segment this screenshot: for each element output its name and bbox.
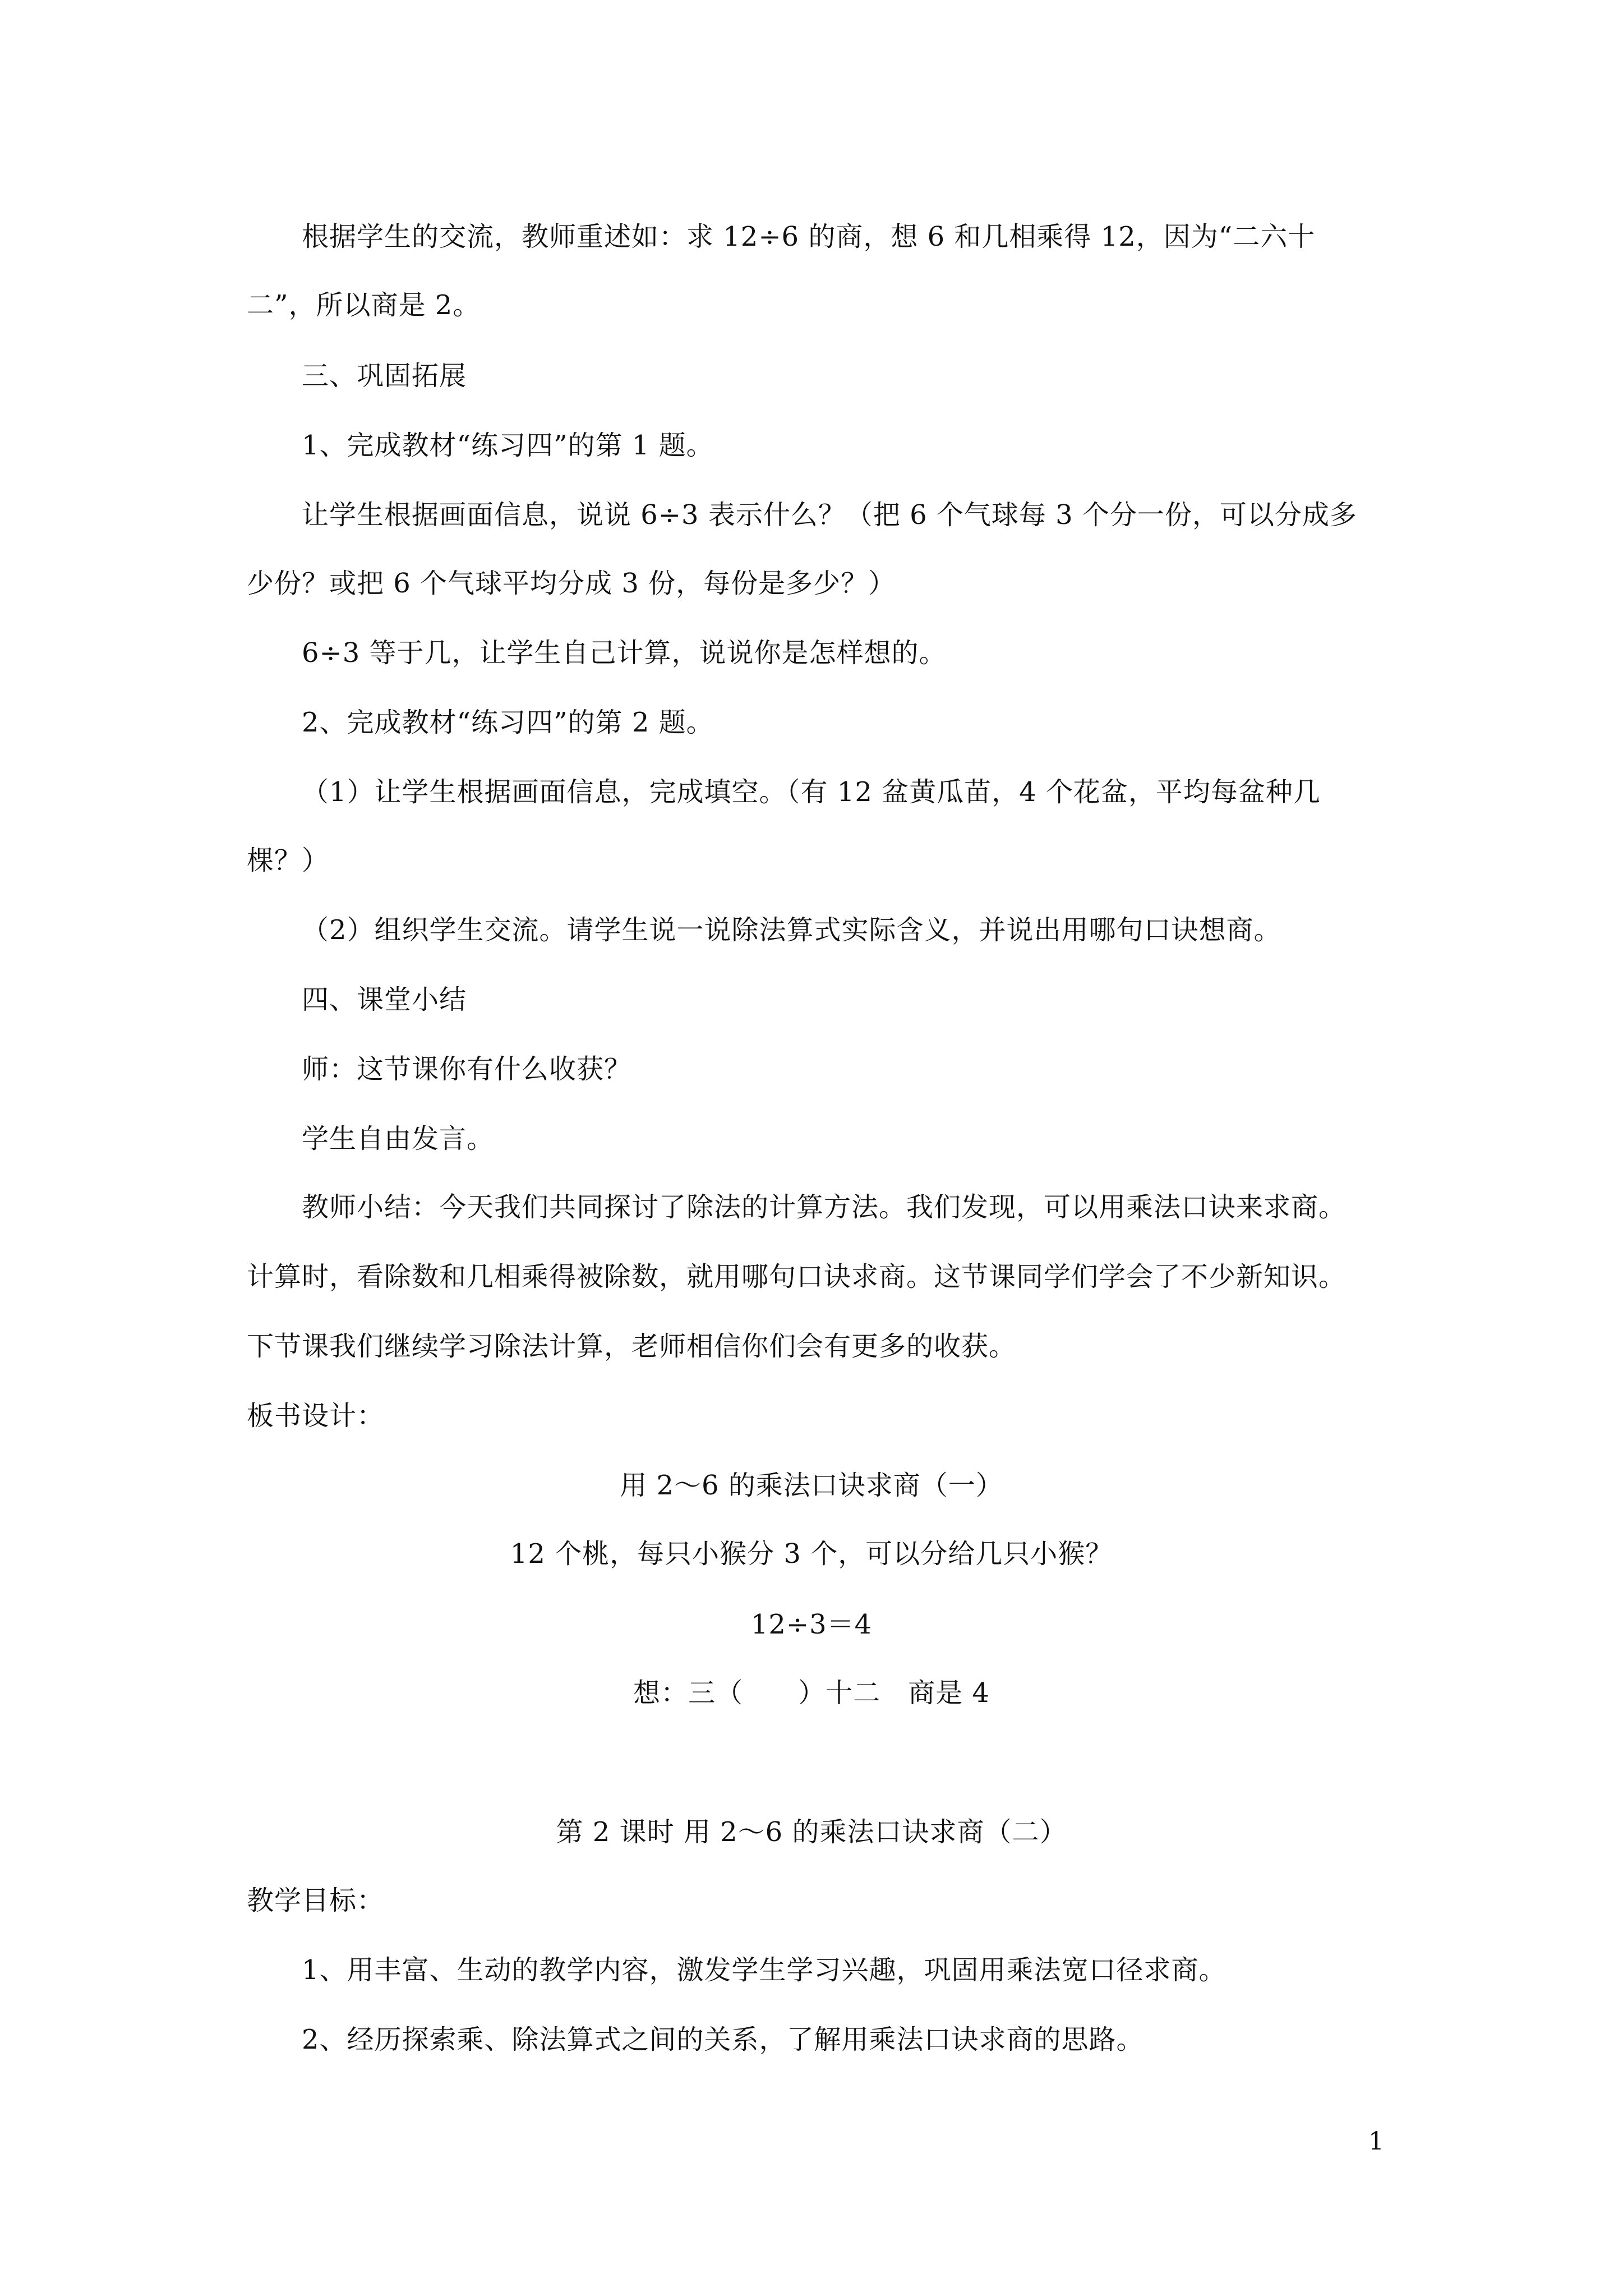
teaching-goal-item: 2、经历探索乘、除法算式之间的关系，了解用乘法口诀求商的思路。 — [302, 2024, 1144, 2055]
board-thinking: 想：三（ ）十二 商是 4 — [633, 1677, 990, 1709]
teaching-goals-heading: 教学目标： — [247, 1885, 385, 1916]
paragraph-line: （2）组织学生交流。请学生说一说除法算式实际含义，并说出用哪句口诀想商。 — [302, 914, 1281, 946]
paragraph-line: 棵？） — [247, 845, 330, 876]
paragraph-line: 学生自由发言。 — [302, 1123, 495, 1154]
board-equation: 12÷3＝4 — [750, 1609, 873, 1640]
paragraph-line: 6÷3 等于几，让学生自己计算，说说你是怎样想的。 — [302, 637, 947, 669]
paragraph-line: 根据学生的交流，教师重述如：求 12÷6 的商，想 6 和几相乘得 12，因为“二六十 — [302, 221, 1316, 252]
board-design-label: 板书设计： — [247, 1400, 385, 1432]
paragraph-line: 1、完成教材“练习四”的第 1 题。 — [302, 430, 714, 461]
lesson-title: 第 2 课时 用 2～6 的乘法口诀求商（二） — [556, 1816, 1067, 1848]
board-title: 用 2～6 的乘法口诀求商（一） — [620, 1470, 1003, 1501]
paragraph-line: 计算时，看除数和几相乘得被除数，就用哪句口诀求商。这节课同学们学会了不少新知识。 — [247, 1261, 1347, 1292]
section-heading: 三、巩固拓展 — [302, 360, 467, 392]
paragraph-line: 教师小结：今天我们共同探讨了除法的计算方法。我们发现，可以用乘法口诀来求商。 — [302, 1191, 1347, 1223]
paragraph-line: 下节课我们继续学习除法计算，老师相信你们会有更多的收获。 — [247, 1331, 1017, 1362]
paragraph-line: 二”，所以商是 2。 — [247, 289, 481, 321]
paragraph-line: 师：这节课你有什么收获？ — [302, 1053, 632, 1085]
paragraph-line: （1）让学生根据画面信息，完成填空。（有 12 盆黄瓜苗，4 个花盆，平均每盆种几 — [302, 776, 1321, 808]
paragraph-line: 2、完成教材“练习四”的第 2 题。 — [302, 707, 714, 738]
teaching-goal-item: 1、用丰富、生动的教学内容，激发学生学习兴趣，巩固用乘法宽口径求商。 — [302, 1954, 1227, 1986]
section-heading: 四、课堂小结 — [302, 984, 467, 1015]
board-problem: 12 个桃，每只小猴分 3 个，可以分给几只小猴？ — [510, 1538, 1113, 1570]
paragraph-line: 让学生根据画面信息，说说 6÷3 表示什么？（把 6 个气球每 3 个分一份，可以分成多 — [302, 499, 1357, 531]
page-number: 1 — [1368, 2127, 1384, 2156]
paragraph-line: 少份？或把 6 个气球平均分成 3 份，每份是多少？） — [247, 568, 896, 599]
